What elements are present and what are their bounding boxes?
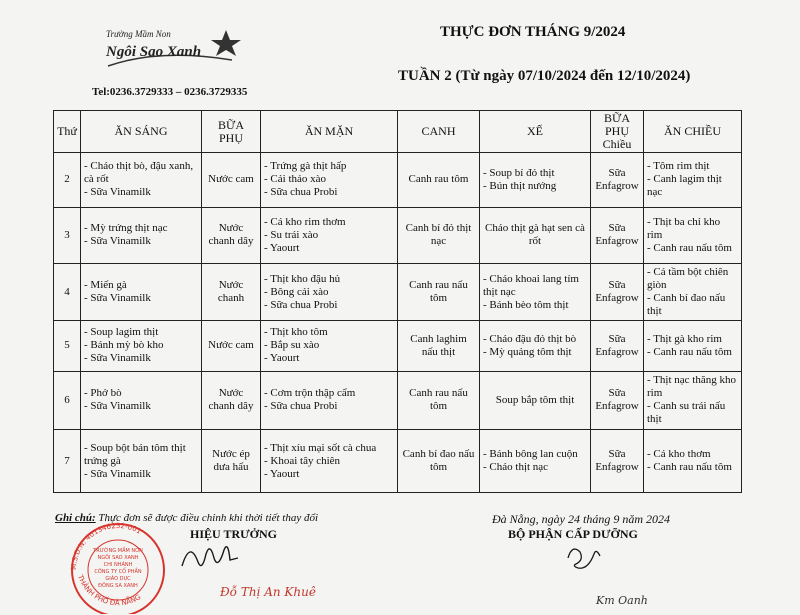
menu-item: - Thịt nạc thăng kho rim [647,374,736,400]
logo-name: Ngôi Sao Xanh [106,44,202,60]
menu-item: - Sữa Vinamilk [84,235,151,248]
cell-main [261,153,398,208]
table-row [54,153,742,208]
cell-main [261,320,398,371]
menu-item: - Phở bò [84,387,122,400]
menu-item: - Miến gà [84,279,127,292]
cell-main [261,371,398,430]
cell-snack: Nước chanh dây [202,207,261,264]
stamp-line: TRƯỜNG MẦM NON [93,548,143,554]
cell-afternoon-snack: Sữa Enfagrow [591,264,644,321]
cell-breakfast [81,264,202,321]
menu-item: - Soup lagim thịt [84,326,159,339]
cell-dinner [644,207,742,264]
cell-afternoon [480,430,591,493]
table-row [54,371,742,430]
menu-item: - Thịt ba chỉ kho rim [647,215,721,241]
cell-dinner [644,153,742,208]
cell-soup: Canh rau tôm [398,153,480,208]
cell-afternoon [480,153,591,208]
menu-item: - Sữa Vinamilk [84,186,151,199]
header-day: Thứ [54,111,81,153]
menu-item: - Cháo thịt bò, đậu xanh, cà rốt [84,160,194,186]
menu-item: - Sữa Vinamilk [84,352,151,365]
note-label: Ghi chú: [55,512,96,524]
header-breakfast: ĂN SÁNG [81,111,202,153]
menu-item: - Bánh mỳ bò kho [84,339,164,352]
cell-day: 6 [54,371,81,430]
stamp-city: THÀNH PHỐ ĐÀ NẴNG [76,573,143,608]
cell-day: 5 [54,320,81,371]
menu-item: Soup bắp tôm thịt [495,393,575,406]
menu-item: - Canh rau nấu tôm [647,241,732,254]
menu-item: - Bông cải xào [264,285,329,298]
menu-item: - Trứng gà thịt hấp [264,160,347,173]
menu-week: TUẦN 2 (Từ ngày 07/10/2024 đến 12/10/2024) [398,68,691,84]
table-row [54,264,742,321]
cell-day: 7 [54,430,81,493]
phone-number: Tel:0236.3729333 – 0236.3729335 [92,86,248,98]
header-row [54,111,742,153]
menu-item: - Thịt xíu mại sốt cà chua [264,441,377,454]
menu-item: - Cá tầm bột chiên giòn [647,266,729,292]
menu-item: - Sữa Vinamilk [84,400,151,413]
place-date: Đà Nẵng, ngày 24 tháng 9 năm 2024 [492,512,670,526]
cell-main [261,264,398,321]
table-row [54,320,742,371]
cell-afternoon-snack: Sữa Enfagrow [591,153,644,208]
menu-item: - Bắp su xào [264,339,320,352]
cell-breakfast [81,430,202,493]
menu-item: - Bánh bèo tôm thịt [483,298,569,311]
cell-main [261,430,398,493]
menu-item: - Thịt gà kho rim [647,332,722,345]
menu-item: - Yaourt [264,241,300,254]
menu-title: THỰC ĐƠN THÁNG 9/2024 [440,24,626,40]
menu-item: - Yaourt [264,467,300,480]
stamp-line: CHI NHÁNH [103,562,133,568]
menu-item: - Sữa chua Probi [264,400,338,413]
cell-afternoon [480,371,591,430]
cell-afternoon-snack: Sữa Enfagrow [591,430,644,493]
menu-item: - Soup bột bán tôm thịt trứng gà [84,441,186,467]
cell-snack: Nước chanh [202,264,261,321]
menu-item: - Su trái xào [264,228,319,241]
logo-small-text: Trường Mầm Non [106,29,171,39]
cell-afternoon [480,207,591,264]
menu-item: - Canh rau nấu tôm [647,345,732,358]
principal-name: Đỗ Thị An Khuê [220,585,316,599]
cell-snack: Nước cam [202,153,261,208]
cell-afternoon [480,264,591,321]
menu-item: - Thịt kho đậu hủ [264,272,341,285]
menu-item: Cháo thịt gà hạt sen cà rốt [485,222,585,248]
cell-afternoon [480,320,591,371]
header-dinner: ĂN CHIỀU [644,111,742,153]
menu-item: - Cháo khoai lang tím thịt nạc [483,272,579,298]
cell-soup: Canh rau nấu tôm [398,264,480,321]
cell-breakfast [81,320,202,371]
star-icon [211,30,241,56]
menu-table [53,110,742,493]
official-stamp [62,518,174,614]
kitchen-name: Km Oanh [596,594,648,607]
school-logo [100,26,250,72]
menu-item: - Bún thịt nướng [483,179,557,192]
header-snack: BỮA PHỤ [202,111,261,153]
header-soup: CANH [398,111,480,153]
menu-item: - Sữa Vinamilk [84,467,151,480]
stamp-line: GIÁO DỤC [105,576,131,582]
cell-dinner [644,264,742,321]
menu-item: - Khoai tây chiên [264,454,341,467]
menu-item: - Canh su trái nấu thịt [647,400,726,426]
menu-item: - Mỳ quảng tôm thịt [483,345,572,358]
cell-dinner [644,320,742,371]
menu-item: - Cải thảo xào [264,173,327,186]
menu-item: - Sữa chua Probi [264,186,338,199]
menu-item: - Cá kho thơm [647,448,711,461]
cell-day: 2 [54,153,81,208]
menu-item: - Tôm rim thịt [647,160,710,173]
menu-item: - Canh rau nấu tôm [647,461,732,474]
principal-signature [178,536,248,576]
cell-soup: Canh bí đỏ thịt nạc [398,207,480,264]
stamp-line: ĐÔNG SA XANH [98,583,138,589]
menu-item: - Bánh bông lan cuộn [483,448,578,461]
note-text: Thực đơn sẽ được điều chỉnh khi thời tiết thay đổi [98,512,319,524]
menu-item: - Cháo thịt nạc [483,461,549,474]
cell-snack: Nước cam [202,320,261,371]
menu-item: - Cơm trộn thập cẩm [264,387,356,400]
cell-soup: Canh laghim nấu thịt [398,320,480,371]
menu-item: - Canh bí đao nấu thịt [647,292,726,318]
menu-item: - Sữa Vinamilk [84,292,151,305]
stamp-line: NGÔI SAO XANH [97,555,139,561]
cell-main [261,207,398,264]
cell-afternoon-snack: Sữa Enfagrow [591,371,644,430]
cell-dinner [644,430,742,493]
menu-item: - Sữa chua Probi [264,298,338,311]
cell-afternoon-snack: Sữa Enfagrow [591,207,644,264]
cell-afternoon-snack: Sữa Enfagrow [591,320,644,371]
cell-breakfast [81,207,202,264]
cell-soup: Canh rau nấu tôm [398,371,480,430]
cell-soup: Canh bí đao nấu tôm [398,430,480,493]
menu-item: - Cá kho rim thơm [264,215,346,228]
cell-breakfast [81,371,202,430]
cell-dinner [644,371,742,430]
header-afternoon-snack: BỮA PHỤ Chiều [591,111,644,153]
stamp-tax-id: M.S.D.N: 401346252-001 [69,521,143,571]
cell-day: 3 [54,207,81,264]
menu-item: - Yaourt [264,352,300,365]
cell-snack: Nước ép dưa hấu [202,430,261,493]
cell-snack: Nước chanh dây [202,371,261,430]
kitchen-title: BỘ PHẬN CẤP DƯỠNG [508,527,638,541]
kitchen-signature [564,540,604,574]
table-row [54,430,742,493]
header-afternoon: XẾ [480,111,591,153]
header-main: ĂN MẶN [261,111,398,153]
table-row [54,207,742,264]
stamp-line: CÔNG TY CỔ PHẦN [94,569,142,575]
menu-item: - Mỳ trứng thịt nạc [84,222,168,235]
principal-title: HIỆU TRƯỞNG [190,527,278,541]
menu-item: - Canh lagim thịt nạc [647,173,722,199]
menu-item: - Cháo đậu đỏ thịt bò [483,332,577,345]
menu-item: - Soup bí đỏ thịt [483,166,555,179]
cell-breakfast [81,153,202,208]
menu-item: - Thịt kho tôm [264,326,328,339]
cell-day: 4 [54,264,81,321]
